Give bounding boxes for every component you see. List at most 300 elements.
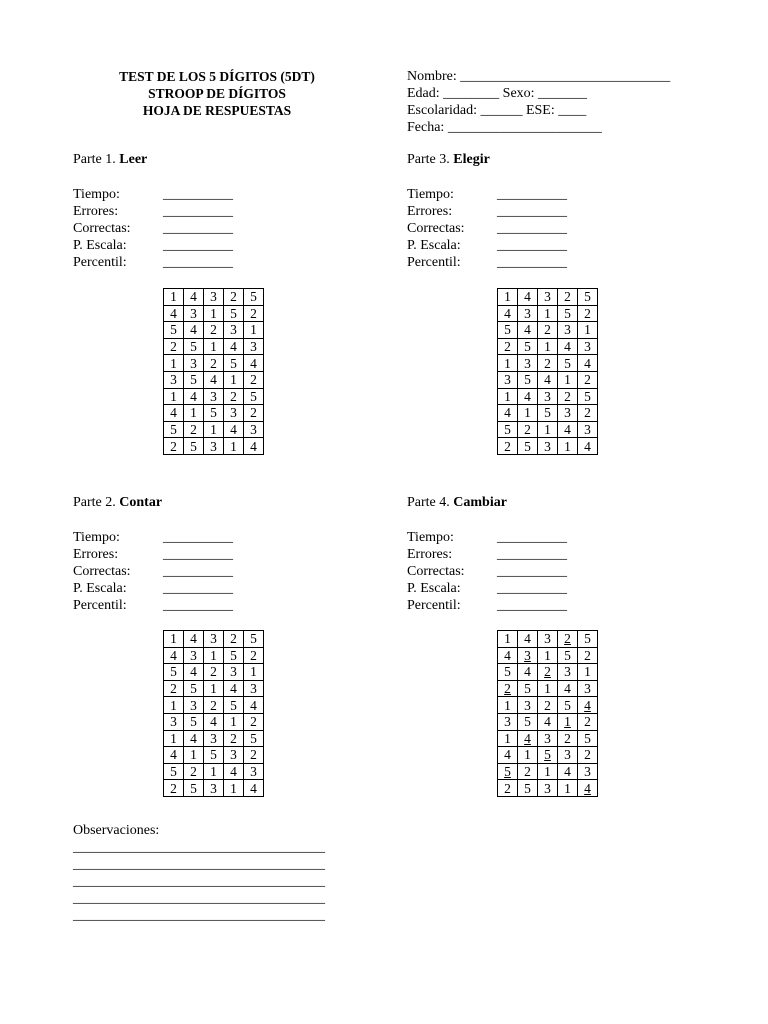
grid-digit: 1: [170, 631, 177, 647]
part-3-grid: [497, 288, 598, 455]
grid-digit: 1: [564, 714, 571, 730]
grid-cell: [244, 763, 264, 780]
grid-digit: 3: [584, 422, 591, 438]
grid-cell: [518, 763, 538, 780]
grid-cell: [498, 680, 518, 697]
part-2-title: [73, 495, 162, 511]
grid-digit: 5: [210, 405, 217, 421]
grid-digit: 2: [210, 664, 217, 680]
grid-cell: [518, 747, 538, 764]
errores-label: Errores:: [73, 547, 119, 562]
grid-digit: 3: [210, 438, 217, 454]
percentil-input[interactable]: __________: [163, 255, 233, 270]
p-escala-input[interactable]: __________: [497, 238, 567, 253]
grid-row: [164, 631, 264, 648]
grid-digit: 2: [230, 730, 237, 746]
grid-cell: [224, 664, 244, 681]
observaciones-line[interactable]: ____________________________________: [73, 891, 325, 906]
grid-cell: [558, 438, 578, 455]
part-4-prefix: Parte 4.: [407, 495, 454, 510]
grid-cell: [204, 730, 224, 747]
grid-cell: [244, 405, 264, 422]
grid-digit: 4: [524, 322, 531, 338]
grid-digit: 5: [250, 730, 257, 746]
grid-cell: [558, 305, 578, 322]
grid-cell: [558, 713, 578, 730]
observaciones-section: [73, 822, 325, 924]
grid-row: [164, 438, 264, 455]
observaciones-line[interactable]: ____________________________________: [73, 840, 325, 855]
grid-cell: [518, 780, 538, 797]
grid-row: [164, 388, 264, 405]
grid-cell: [498, 338, 518, 355]
grid-digit: 2: [250, 647, 257, 663]
grid-digit: 5: [210, 747, 217, 763]
title-line-1: TEST DE LOS 5 DÍGITOS (5DT): [119, 69, 315, 84]
grid-cell: [558, 338, 578, 355]
grid-digit: 5: [170, 764, 177, 780]
grid-digit: 4: [584, 697, 591, 713]
grid-digit: 2: [584, 372, 591, 388]
grid-cell: [578, 664, 598, 681]
grid-digit: 4: [524, 388, 531, 404]
observaciones-line[interactable]: ____________________________________: [73, 908, 325, 923]
grid-cell: [538, 371, 558, 388]
grid-cell: [164, 438, 184, 455]
grid-digit: 5: [170, 322, 177, 338]
grid-cell: [538, 763, 558, 780]
grid-cell: [538, 405, 558, 422]
grid-cell: [244, 289, 264, 306]
grid-cell: [538, 388, 558, 405]
grid-row: [498, 697, 598, 714]
grid-digit: 2: [504, 681, 511, 697]
observaciones-line[interactable]: ____________________________________: [73, 874, 325, 889]
grid-digit: 4: [170, 647, 177, 663]
grid-row: [164, 680, 264, 697]
grid-digit: 3: [190, 697, 197, 713]
grid-cell: [184, 438, 204, 455]
grid-cell: [578, 371, 598, 388]
grid-digit: 3: [524, 697, 531, 713]
grid-cell: [164, 305, 184, 322]
part-4-title: [407, 495, 507, 511]
grid-cell: [498, 371, 518, 388]
grid-digit: 2: [584, 305, 591, 321]
grid-cell: [204, 713, 224, 730]
grid-cell: [244, 305, 264, 322]
grid-cell: [498, 305, 518, 322]
grid-cell: [244, 355, 264, 372]
grid-digit: 1: [524, 405, 531, 421]
grid-cell: [518, 730, 538, 747]
grid-row: [498, 780, 598, 797]
grid-row: [164, 697, 264, 714]
grid-cell: [244, 371, 264, 388]
grid-cell: [538, 355, 558, 372]
errores-input[interactable]: __________: [497, 547, 567, 562]
grid-digit: 1: [170, 730, 177, 746]
grid-digit: 2: [170, 681, 177, 697]
grid-row: [498, 289, 598, 306]
grid-cell: [578, 289, 598, 306]
grid-digit: 4: [504, 747, 511, 763]
grid-cell: [538, 730, 558, 747]
grid-cell: [538, 322, 558, 339]
p-escala-label: P. Escala:: [73, 238, 127, 253]
grid-cell: [244, 438, 264, 455]
grid-digit: 2: [584, 714, 591, 730]
grid-digit: 1: [524, 747, 531, 763]
grid-cell: [184, 405, 204, 422]
grid-cell: [184, 647, 204, 664]
grid-cell: [558, 747, 578, 764]
grid-cell: [164, 697, 184, 714]
grid-digit: 5: [504, 764, 511, 780]
grid-digit: 3: [250, 681, 257, 697]
grid-digit: 2: [250, 372, 257, 388]
grid-digit: 3: [504, 372, 511, 388]
grid-row: [498, 355, 598, 372]
part-3-title: [407, 152, 490, 168]
grid-digit: 1: [170, 289, 177, 305]
percentil-input[interactable]: __________: [497, 598, 567, 613]
grid-digit: 1: [210, 339, 217, 355]
grid-cell: [518, 355, 538, 372]
grid-row: [164, 780, 264, 797]
grid-digit: 5: [504, 664, 511, 680]
grid-row: [164, 747, 264, 764]
grid-digit: 4: [544, 714, 551, 730]
tiempo-label: Tiempo:: [407, 187, 454, 202]
tiempo-input[interactable]: __________: [497, 530, 567, 545]
grid-cell: [518, 680, 538, 697]
part-1-title: [73, 152, 147, 168]
grid-cell: [518, 371, 538, 388]
grid-digit: 1: [564, 780, 571, 796]
title-line-3: HOJA DE RESPUESTAS: [142, 103, 292, 118]
grid-digit: 2: [564, 631, 571, 647]
grid-digit: 3: [524, 355, 531, 371]
errores-label: Errores:: [407, 547, 453, 562]
grid-cell: [578, 322, 598, 339]
grid-cell: [558, 647, 578, 664]
escolaridad-field[interactable]: Escolaridad: ______ ESE: ____: [407, 103, 587, 118]
correctas-input[interactable]: __________: [497, 221, 567, 236]
grid-row: [498, 438, 598, 455]
grid-digit: 3: [210, 780, 217, 796]
grid-digit: 5: [250, 388, 257, 404]
grid-digit: 4: [504, 305, 511, 321]
grid-cell: [498, 421, 518, 438]
grid-digit: 3: [544, 289, 551, 305]
grid-digit: 5: [524, 438, 531, 454]
grid-row: [498, 405, 598, 422]
grid-digit: 2: [250, 714, 257, 730]
grid-digit: 5: [584, 730, 591, 746]
p-escala-label: P. Escala:: [407, 238, 461, 253]
grid-cell: [518, 421, 538, 438]
grid-row: [498, 338, 598, 355]
grid-cell: [518, 305, 538, 322]
grid-cell: [244, 664, 264, 681]
grid-cell: [244, 730, 264, 747]
grid-cell: [538, 438, 558, 455]
grid-cell: [224, 289, 244, 306]
grid-cell: [164, 371, 184, 388]
grid-digit: 4: [170, 305, 177, 321]
grid-digit: 2: [190, 764, 197, 780]
grid-cell: [518, 438, 538, 455]
grid-digit: 5: [584, 388, 591, 404]
grid-cell: [558, 421, 578, 438]
observaciones-label: Observaciones:: [73, 823, 160, 838]
correctas-input[interactable]: __________: [163, 221, 233, 236]
grid-digit: 2: [544, 697, 551, 713]
grid-cell: [164, 747, 184, 764]
grid-digit: 1: [504, 631, 511, 647]
grid-cell: [244, 680, 264, 697]
percentil-label: Percentil:: [407, 598, 461, 613]
grid-cell: [558, 631, 578, 648]
grid-digit: 4: [564, 764, 571, 780]
grid-cell: [498, 647, 518, 664]
grid-digit: 5: [250, 289, 257, 305]
grid-cell: [558, 680, 578, 697]
grid-digit: 4: [564, 422, 571, 438]
grid-cell: [184, 747, 204, 764]
grid-cell: [558, 388, 578, 405]
part-3-fields: [407, 186, 567, 271]
grid-cell: [204, 647, 224, 664]
part-4-fields: [407, 529, 567, 614]
grid-cell: [578, 697, 598, 714]
grid-digit: 3: [190, 355, 197, 371]
tiempo-label: Tiempo:: [407, 530, 454, 545]
grid-cell: [498, 664, 518, 681]
grid-cell: [224, 305, 244, 322]
grid-cell: [498, 438, 518, 455]
grid-row: [498, 664, 598, 681]
grid-digit: 4: [250, 780, 257, 796]
grid-digit: 4: [250, 438, 257, 454]
grid-row: [164, 355, 264, 372]
grid-cell: [164, 405, 184, 422]
grid-digit: 5: [504, 422, 511, 438]
grid-digit: 5: [230, 305, 237, 321]
grid-digit: 5: [524, 714, 531, 730]
grid-digit: 1: [190, 405, 197, 421]
part-2-fields: [73, 529, 233, 614]
grid-digit: 4: [504, 647, 511, 663]
grid-digit: 5: [170, 664, 177, 680]
grid-cell: [578, 631, 598, 648]
grid-digit: 3: [564, 405, 571, 421]
percentil-label: Percentil:: [407, 255, 461, 270]
edad-sexo-field[interactable]: Edad: ________ Sexo: _______: [407, 86, 588, 101]
p-escala-input[interactable]: __________: [163, 238, 233, 253]
grid-digit: 4: [250, 355, 257, 371]
fecha-field[interactable]: Fecha: ______________________: [407, 120, 602, 135]
grid-digit: 4: [230, 339, 237, 355]
grid-cell: [204, 680, 224, 697]
grid-cell: [164, 289, 184, 306]
grid-cell: [578, 747, 598, 764]
grid-row: [498, 730, 598, 747]
p-escala-input[interactable]: __________: [497, 581, 567, 596]
grid-cell: [244, 388, 264, 405]
part-2-prefix: Parte 2.: [73, 495, 120, 510]
grid-row: [498, 631, 598, 648]
grid-digit: 1: [544, 681, 551, 697]
grid-cell: [224, 338, 244, 355]
grid-digit: 4: [524, 631, 531, 647]
grid-row: [164, 322, 264, 339]
grid-row: [164, 305, 264, 322]
grid-cell: [164, 730, 184, 747]
grid-cell: [538, 747, 558, 764]
grid-cell: [204, 405, 224, 422]
grid-digit: 3: [524, 647, 531, 663]
tiempo-input[interactable]: __________: [163, 187, 233, 202]
grid-cell: [558, 405, 578, 422]
grid-cell: [578, 680, 598, 697]
grid-cell: [498, 780, 518, 797]
grid-digit: 4: [190, 730, 197, 746]
grid-cell: [184, 421, 204, 438]
nombre-field[interactable]: Nombre: ______________________________: [407, 69, 671, 84]
grid-digit: 2: [210, 697, 217, 713]
correctas-input[interactable]: __________: [497, 564, 567, 579]
grid-digit: 4: [210, 372, 217, 388]
grid-digit: 2: [250, 305, 257, 321]
grid-digit: 2: [504, 780, 511, 796]
grid-digit: 5: [564, 697, 571, 713]
grid-cell: [184, 631, 204, 648]
grid-digit: 5: [190, 339, 197, 355]
grid-digit: 3: [544, 730, 551, 746]
grid-digit: 2: [250, 747, 257, 763]
grid-digit: 4: [524, 730, 531, 746]
grid-cell: [558, 780, 578, 797]
grid-cell: [518, 289, 538, 306]
grid-digit: 1: [504, 697, 511, 713]
errores-input[interactable]: __________: [163, 204, 233, 219]
grid-digit: 3: [210, 388, 217, 404]
grid-cell: [204, 371, 224, 388]
grid-cell: [558, 322, 578, 339]
correctas-label: Correctas:: [407, 564, 465, 579]
grid-cell: [244, 713, 264, 730]
grid-cell: [558, 697, 578, 714]
errores-input[interactable]: __________: [497, 204, 567, 219]
grid-digit: 3: [584, 339, 591, 355]
correctas-label: Correctas:: [73, 564, 131, 579]
grid-cell: [558, 355, 578, 372]
grid-digit: 3: [250, 764, 257, 780]
grid-digit: 2: [170, 780, 177, 796]
title-line-2: STROOP DE DÍGITOS: [148, 86, 286, 101]
grid-cell: [164, 421, 184, 438]
grid-digit: 4: [170, 747, 177, 763]
grid-cell: [204, 780, 224, 797]
grid-digit: 5: [564, 647, 571, 663]
grid-cell: [184, 371, 204, 388]
grid-cell: [558, 289, 578, 306]
grid-digit: 2: [544, 322, 551, 338]
grid-cell: [224, 730, 244, 747]
grid-cell: [204, 697, 224, 714]
grid-digit: 1: [230, 372, 237, 388]
grid-digit: 3: [230, 664, 237, 680]
grid-digit: 2: [564, 730, 571, 746]
grid-digit: 1: [504, 388, 511, 404]
grid-digit: 4: [190, 664, 197, 680]
tiempo-input[interactable]: __________: [163, 530, 233, 545]
grid-cell: [578, 438, 598, 455]
p-escala-input[interactable]: __________: [163, 581, 233, 596]
grid-digit: 5: [544, 747, 551, 763]
grid-digit: 2: [524, 422, 531, 438]
part-3-prefix: Parte 3.: [407, 152, 454, 167]
part-1-fields: [73, 186, 233, 271]
tiempo-input[interactable]: __________: [497, 187, 567, 202]
grid-cell: [538, 697, 558, 714]
grid-cell: [244, 647, 264, 664]
grid-cell: [558, 664, 578, 681]
correctas-input[interactable]: __________: [163, 564, 233, 579]
grid-digit: 1: [210, 681, 217, 697]
grid-cell: [224, 388, 244, 405]
grid-digit: 3: [544, 631, 551, 647]
grid-digit: 1: [584, 322, 591, 338]
grid-digit: 2: [564, 289, 571, 305]
grid-digit: 2: [250, 405, 257, 421]
grid-digit: 1: [210, 422, 217, 438]
grid-row: [498, 421, 598, 438]
grid-cell: [498, 355, 518, 372]
grid-cell: [184, 664, 204, 681]
grid-cell: [518, 405, 538, 422]
grid-cell: [224, 355, 244, 372]
grid-digit: 3: [504, 714, 511, 730]
grid-cell: [164, 780, 184, 797]
grid-digit: 4: [190, 322, 197, 338]
grid-cell: [224, 405, 244, 422]
grid-digit: 1: [504, 730, 511, 746]
grid-cell: [204, 305, 224, 322]
observaciones-line[interactable]: ____________________________________: [73, 857, 325, 872]
grid-cell: [578, 405, 598, 422]
grid-cell: [164, 664, 184, 681]
grid-cell: [184, 763, 204, 780]
grid-digit: 1: [544, 764, 551, 780]
grid-cell: [204, 338, 224, 355]
percentil-input[interactable]: __________: [497, 255, 567, 270]
grid-row: [498, 763, 598, 780]
grid-row: [498, 647, 598, 664]
grid-digit: 3: [564, 322, 571, 338]
grid-cell: [518, 713, 538, 730]
test-title: [64, 68, 370, 119]
errores-input[interactable]: __________: [163, 547, 233, 562]
percentil-input[interactable]: __________: [163, 598, 233, 613]
part-4-name: Cambiar: [453, 495, 507, 510]
grid-digit: 2: [230, 289, 237, 305]
grid-cell: [164, 763, 184, 780]
grid-digit: 1: [544, 305, 551, 321]
grid-cell: [184, 730, 204, 747]
